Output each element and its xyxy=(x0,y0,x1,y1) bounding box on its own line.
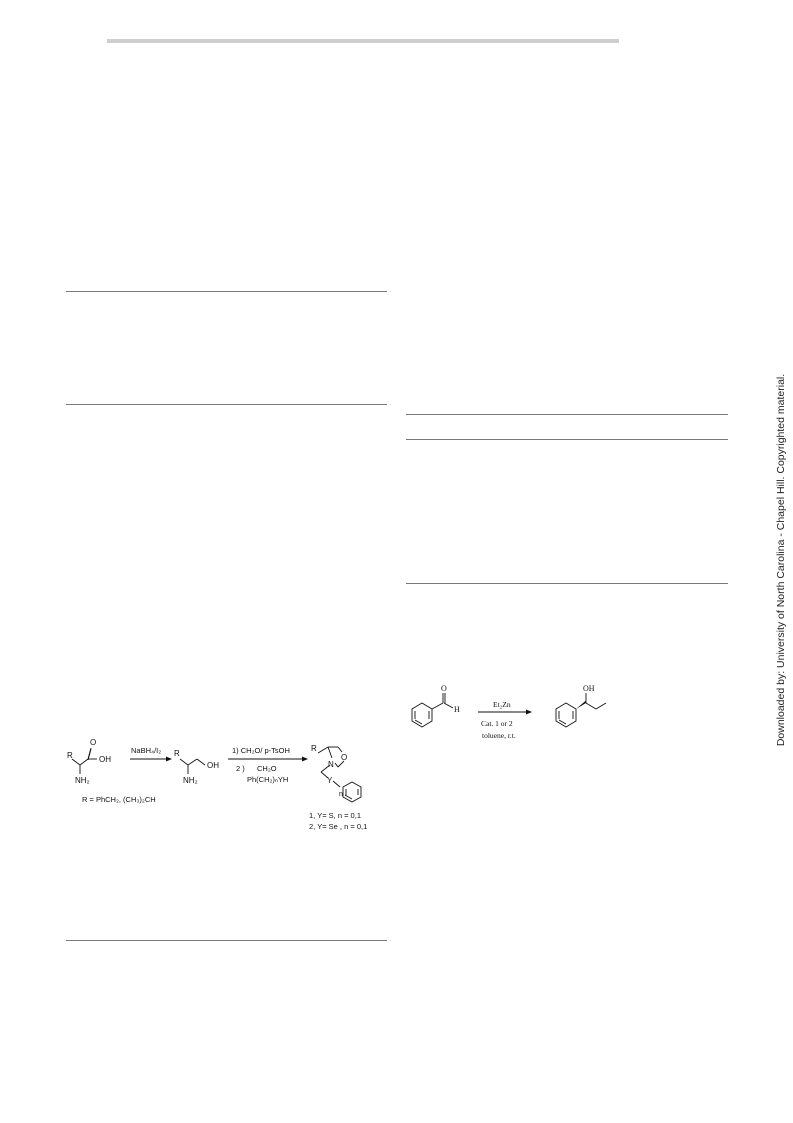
download-watermark: Downloaded by: University of North Carolina - Chapel Hill. Copyrighted material. xyxy=(775,373,787,747)
product-oh-label: OH xyxy=(583,684,595,693)
product-2-label: 2, Y= Se , n = 0,1 xyxy=(309,822,368,831)
rule-left-3 xyxy=(66,940,387,941)
aldehyde-h-label: H xyxy=(454,705,460,714)
conditions-text: toluene, r.t. xyxy=(482,731,516,740)
rule-left-1 xyxy=(66,291,387,292)
rule-right-2 xyxy=(406,439,728,440)
chain-n-subscript: n xyxy=(339,791,343,798)
ring-o-label: O xyxy=(341,753,348,762)
catalyst-text: Cat. 1 or 2 xyxy=(481,719,513,728)
rule-left-2 xyxy=(66,404,387,405)
r-label-1: R xyxy=(67,751,73,760)
ring-n-label: N xyxy=(328,760,334,769)
reducing-agent: NaBH₄/I₂ xyxy=(131,746,162,755)
step-2-reagent-2: Ph(CH₂)ₙYH xyxy=(247,775,289,784)
nh2-label-1: NH₂ xyxy=(75,776,90,785)
step-1-text: 1) CH₂O/ p-TsOH xyxy=(232,746,290,755)
acid-oh-label: OH xyxy=(99,755,111,764)
wedge-bond xyxy=(576,701,586,710)
rule-right-3 xyxy=(406,583,728,584)
r-label-2: R xyxy=(174,749,180,758)
alcohol-oh-label: OH xyxy=(207,761,219,770)
heteroatom-y-label: Y xyxy=(327,776,333,785)
step-2-number: 2 ) xyxy=(236,764,245,773)
nh2-label-2: NH₂ xyxy=(183,776,198,785)
r-label-3: R xyxy=(311,744,317,753)
carbonyl-o-label: O xyxy=(90,738,97,747)
header-bar xyxy=(107,39,619,43)
step-2-reagent-1: CH₂O xyxy=(257,764,277,773)
rule-right-1 xyxy=(406,414,728,415)
product-1-label: 1, Y= S, n = 0,1 xyxy=(309,811,361,820)
r-definition: R = PhCH₂, (CH₃)₂CH xyxy=(82,795,156,804)
synthesis-scheme xyxy=(62,732,392,836)
aldehyde-o-label: O xyxy=(441,684,447,693)
diethylzinc-reagent: Et₂Zn xyxy=(493,700,511,709)
ethylation-scheme xyxy=(400,680,640,744)
